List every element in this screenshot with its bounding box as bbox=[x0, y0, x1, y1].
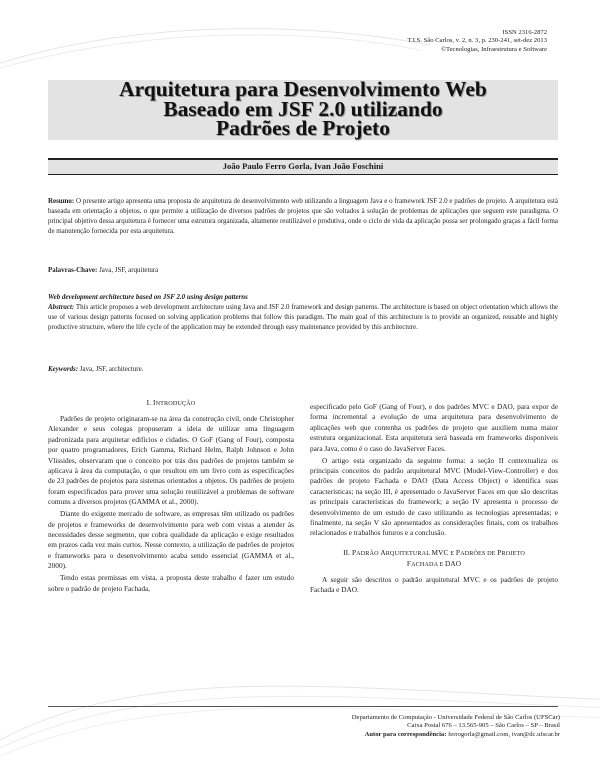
authors: João Paulo Ferro Gorla, Ivan João Foschini bbox=[222, 161, 384, 171]
palavras-chave bbox=[48, 265, 558, 275]
footer-address: Caixa Postal 676 – 13.565-905 – São Carlos – SP – Brasil bbox=[407, 722, 560, 730]
resumo-text: O presente artigo apresenta uma proposta de arquitetura de desenvolvimento web utilizando a linguagem Java e o framework JSF 2.0 e padrões de projeto. A arquitetura está baseada em orientação a objetos, o que permite a utilização de diversos padrões de projetos que são voltados à solução de problemas de aplicações que seguem este paradigma. O principal objetivo dessa arquitetura é fornecer uma estrutura organizada, altamente reutilizável e produtiva, onde o ciclo de vida da aplicação possa ser prolongado graças a fácil forma de manutenção fornecida por esta arquitetura. bbox=[48, 197, 558, 236]
right-column bbox=[310, 402, 558, 597]
journal-header bbox=[408, 29, 547, 54]
keywords-text: Java, JSF, architecture. bbox=[78, 365, 144, 373]
paper-title bbox=[48, 77, 558, 140]
footer-dept: Departamento de Computação - Universidade Federal de São Carlos (UFSCar) bbox=[351, 714, 560, 721]
section-1-paragraph-4: especificado pelo GoF (Gang of Four), e dos padrões MVC e DAO, para expor de forma incremental a evolução de uma arquitetura para desenvolvimento de aplicações web que contenha os padrões de projeto que auxiliem numa maior estrutura organizacional. Esta arquitetura será baseada em frameworks disponíveis para Java, como é o caso do JavaServer Faces. bbox=[310, 402, 558, 453]
english-title: Web development architecture based on JSF 2.0 using design patterns bbox=[48, 293, 248, 301]
footer-correspondence: Autor para correspondência: ferrogorla@gmail.com, ivan@dc.ufscar.br bbox=[364, 730, 560, 738]
section-1-paragraph-2: Diante do exigente mercado de software, as empresas têm utilizado os padrões de projetos e frameworks de desenvolvimento para web com vistas a atender às necessidades desse segmento, que cobra qualidade da aplicação e exige resultados em prazos cada vez mais curtos. Nesse contexto, a utilização de padrões de projetos e frameworks para o desenvolvimento acaba sendo essencial (GAMMA et al., 2000). bbox=[48, 509, 294, 571]
title-line-2: Baseado em JSF 2.0 utilizando bbox=[163, 96, 443, 121]
section-2-heading: II. PADRÃO ARQUITETURAL MVC E PADRÕES DE PROJETO FACHADA E DAO bbox=[343, 547, 525, 568]
section-1-paragraph-5: O artigo esta organizado da seguinte forma: a seção II contextualiza os principais conceitos do padrão arquitetural MVC (Model-View-Controller) e dos padrões de projeto Fachada e DAO (Data Access Object) e identifica suas características; na seção III, é apresentado o JavaServer Faces em que são descritas as principais características do framework; a seção IV apresenta o processo de desenvolvimento de um estudo de caso utilizando as tecnologias apresentadas; e finalmente, na seção V são apresentados as considerações finais, com os trabalhos relacionados e trabalhos futuros e a conclusão. bbox=[310, 455, 558, 538]
title-line-3: Padrões de Projeto bbox=[216, 116, 390, 140]
palavras-chave-label: Palavras-Chave: bbox=[48, 266, 98, 274]
left-column bbox=[48, 398, 294, 595]
abstract-label: Abstract: bbox=[48, 303, 75, 311]
section-1-heading: I. INTRODUÇÃO bbox=[146, 398, 196, 407]
keywords-label: Keywords: bbox=[48, 365, 79, 373]
citation: T.I.S. São Carlos, v. 2, n. 3, p. 230-241, set-dez 2013 bbox=[407, 37, 547, 45]
resumo bbox=[48, 196, 558, 236]
copyright: ©Tecnologias, Infraestrutura e Software bbox=[441, 45, 547, 53]
section-1-paragraph-1: Padrões de projeto originaram-se na área da construção civil, onde Christopher Alexander e seus colegas propuseram a ideia de utilizar uma linguagem padronizada para arquitetar edifícios e cidades. O GoF (Gang of Four), composta por quatro programadores, Erich Gamma, Richard Helm, Ralph Johnson e John Vlissides, observaram que o conceito por trás dos padrões de projetos também se aplicava à área da computação, o que resultou em um livro com as especificações de 23 padrões de projetos para sistemas orientados a objetos. Os padrões de projeto foram especificados para prover uma solução reutilizável a problemas de software comuns a diversos projetos (GAMMA et al., 2000). bbox=[48, 414, 294, 507]
footer bbox=[352, 714, 560, 739]
keywords bbox=[48, 364, 558, 374]
resumo-label: Resumo: bbox=[48, 197, 75, 205]
title-line-1: Arquitetura para Desenvolvimento Web bbox=[119, 77, 487, 101]
author-rule-bottom bbox=[48, 174, 558, 176]
footer-rule bbox=[48, 706, 558, 707]
section-2-paragraph-1: A seguir são descritos o padrão arquitetural MVC e os padrões de projeto Fachada e DAO. bbox=[310, 574, 558, 595]
author-rule-top bbox=[48, 158, 558, 160]
section-1-paragraph-3: Tendo estas premissas em vista, a proposta deste trabalho é fazer um estudo sobre o padrão de projeto Fachada, bbox=[48, 573, 294, 593]
issn: ISSN 2316-2872 bbox=[502, 29, 547, 36]
abstract bbox=[48, 302, 558, 332]
abstract-text: This article proposes a web development architecture using Java and JSF 2.0 framework and design patterns. The architecture is based on object orientation which allows the use of various design patterns focused on solving application problems that follow this paradigm. The main goal of this architecture is to provide an organized, reusable and highly productive structure, where the life cycle of the application may be extended through easy maintenance provided by this architecture. bbox=[48, 303, 558, 332]
palavras-chave-text: Java, JSF, arquitetura bbox=[97, 266, 159, 274]
